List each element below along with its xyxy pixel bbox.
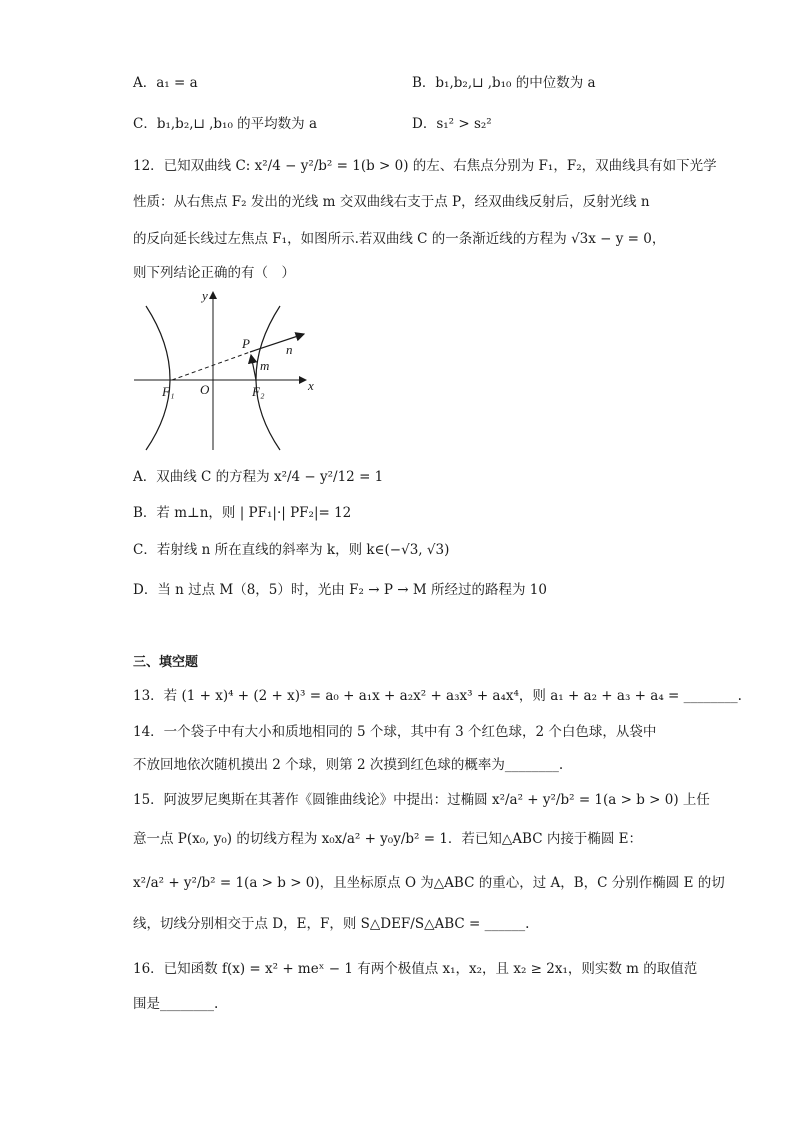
label-p: P [242,336,250,351]
q12-option-a: A．双曲线 C 的方程为 x²/4 − y²/12 = 1 [133,469,384,485]
hyperbola-left-branch [146,306,170,450]
label-x: x [308,378,314,393]
q11-option-b: B．b₁,b₂,⊔ ,b₁₀ 的中位数为 a [412,75,596,91]
q12-option-d: D．当 n 过点 M（8，5）时，光由 F₂ → P → M 所经过的路程为 10 [133,582,547,598]
hyperbola-figure [128,286,328,456]
label-o: O [200,382,210,397]
label-n: n [286,342,293,357]
section-title: 三、填空题 [133,655,199,670]
q16-line2: 围是________. [133,996,219,1012]
dashed-extension [172,352,250,380]
label-f1: F₁ [162,384,175,399]
q15-line1: 15．阿波罗尼奥斯在其著作《圆锥曲线论》中提出：过椭圆 x²/a² + y²/b² = 1(a > b > 0) 上任 [133,792,710,808]
q11-option-a: A．a₁ = a [133,75,198,91]
hyperbola-right-branch [256,306,280,450]
q16-line1: 16．已知函数 f(x) = x² + meˣ − 1 有两个极值点 x₁，x₂，且 x₂ ≥ 2x₁，则实数 m 的取值范 [133,961,698,977]
q12-stem-line3: 的反向延长线过左焦点 F₁，如图所示.若双曲线 C 的一条渐近线的方程为 √3x − y = 0， [133,231,666,247]
q15-line2: 意一点 P(x₀, y₀) 的切线方程为 x₀x/a² + y₀y/b² = 1．若已知△ABC 内接于椭圆 E： [133,831,642,847]
q14-line2: 不放回地依次随机摸出 2 个球，则第 2 次摸到红色球的概率为________. [133,757,564,773]
q13-text: 13．若 (1 + x)⁴ + (2 + x)³ = a₀ + a₁x + a₂x² + a₃x³ + a₄x⁴，则 a₁ + a₂ + a₃ + a₄ = ________. [133,688,742,704]
q12-option-c: C．若射线 n 所在直线的斜率为 k，则 k∈(−√3, √3) [133,542,450,558]
q11-option-c: C．b₁,b₂,⊔ ,b₁₀ 的平均数为 a [133,116,318,132]
label-y: y [202,288,208,303]
ray-n [250,334,304,352]
q15-line4: 线，切线分别相交于点 D，E，F，则 S△DEF/S△ABC = ______. [133,916,530,932]
label-m: m [260,358,270,373]
q11-option-d: D．s₁² > s₂² [412,116,492,132]
q12-stem-line4: 则下列结论正确的有（ ） [133,265,295,281]
q12-stem-line1: 12．已知双曲线 C: x²/4 − y²/b² = 1(b > 0) 的左、右焦点分别为 F₁，F₂，双曲线具有如下光学 [133,158,717,174]
label-f2: F₂ [252,384,265,399]
q15-line3: x²/a² + y²/b² = 1(a > b > 0)，且坐标原点 O 为△ABC 的重心，过 A，B，C 分别作椭圆 E 的切 [133,875,725,891]
q12-stem-line2: 性质：从右焦点 F₂ 发出的光线 m 交双曲线右支于点 P，经双曲线反射后，反射光线 n [133,194,650,210]
ray-m [251,355,256,380]
q14-line1: 14．一个袋子中有大小和质地相同的 5 个球，其中有 3 个红色球，2 个白色球，从袋中 [133,724,657,740]
q12-option-b: B．若 m⊥n，则 | PF₁|·| PF₂|= 12 [133,505,352,521]
